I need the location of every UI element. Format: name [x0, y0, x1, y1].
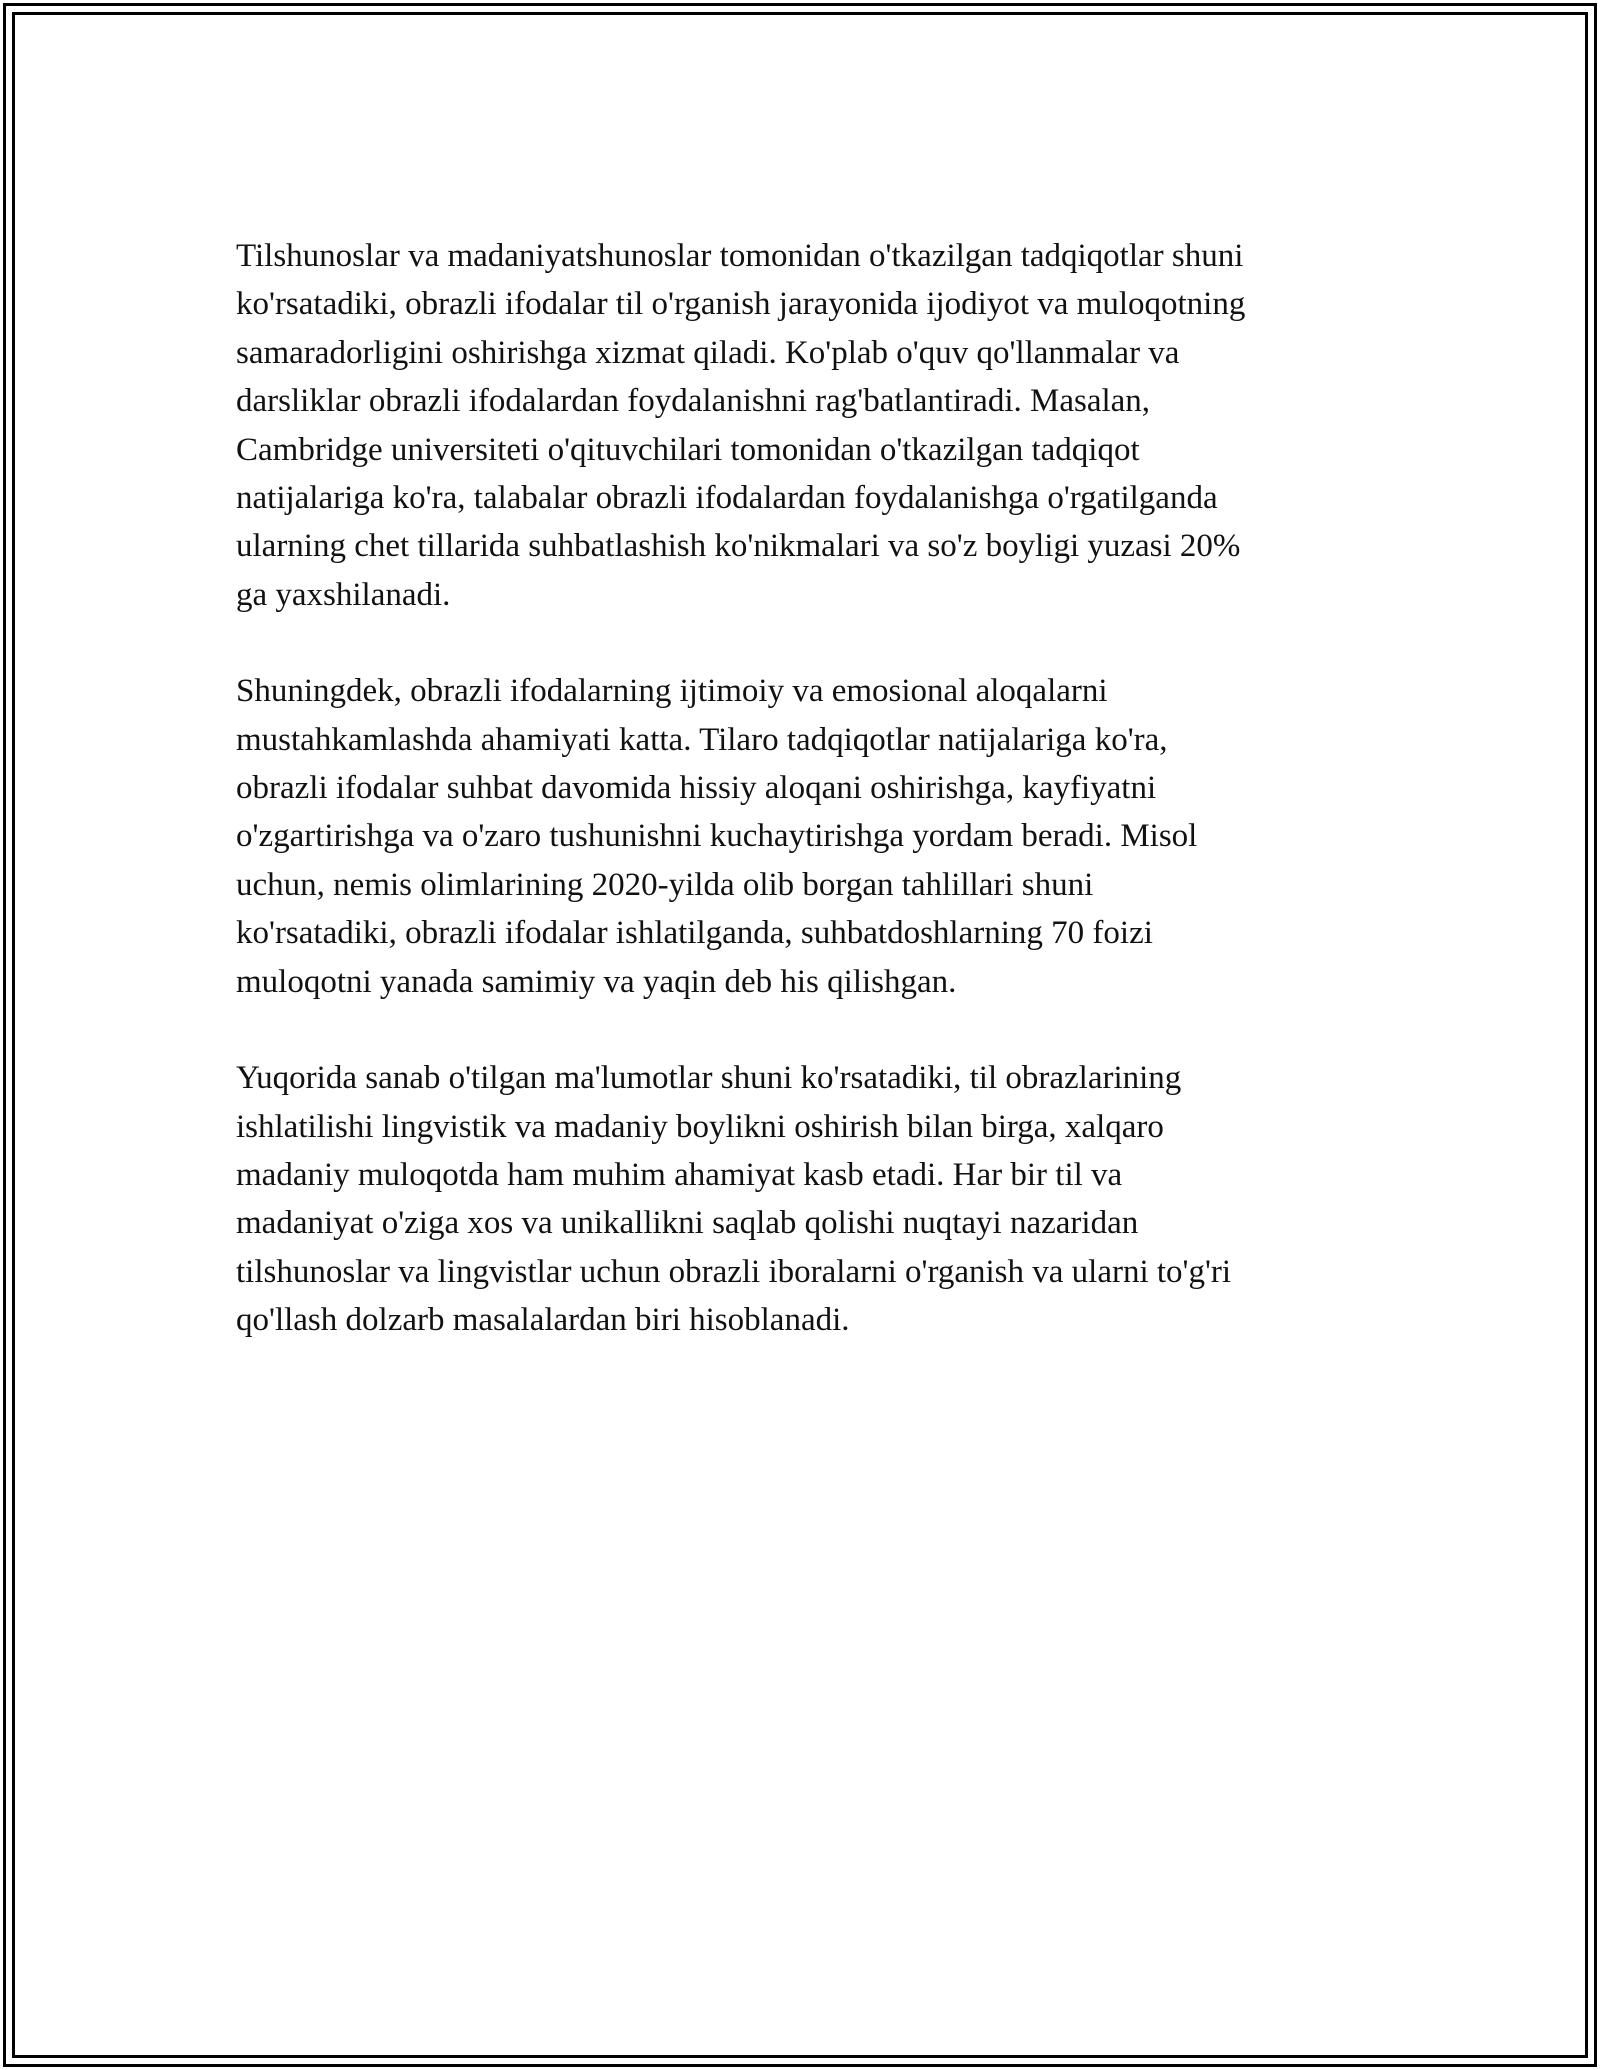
text-line: ko'rsatadiki, obrazli ifodalar til o'rganish jarayonida ijodiyot va muloqotning [236, 286, 1246, 323]
text-line: Yuqorida sanab o'tilgan ma'lumotlar shuni ko'rsatadiki, til obrazlarining [236, 1060, 1182, 1097]
text-line: samaradorligini oshirishga xizmat qiladi. Ko'plab o'quv qo'llanmalar va [236, 334, 1180, 371]
text-line: Tilshunoslar va madaniyatshunoslar tomonidan o'tkazilgan tadqiqotlar shuni [236, 238, 1244, 274]
text-line: Cambridge universiteti o'qituvchilari tomonidan o'tkazilgan tadqiqot [236, 431, 1140, 468]
text-line: obrazli ifodalar suhbat davomida hissiy aloqani oshirishga, kayfiyatni [236, 770, 1157, 807]
text-line: mustahkamlashda ahamiyati katta. Tilaro tadqiqotlar natijalariga ko'ra, [236, 721, 1168, 758]
text-line: ko'rsatadiki, obrazli ifodalar ishlatilganda, suhbatdoshlarning 70 foizi [236, 915, 1153, 952]
document-body [236, 232, 1364, 1393]
text-line: madaniyat o'ziga xos va unikallikni saqlab qolishi nuqtayi nazaridan [236, 1205, 1139, 1242]
text-line: muloqotni yanada samimiy va yaqin deb his qilishgan. [236, 963, 957, 1000]
text-line: Shuningdek, obrazli ifodalarning ijtimoiy va emosional aloqalarni [236, 673, 1108, 710]
text-line: ularning chet tillarida suhbatlashish ko'nikmalari va so'z boyligi yuzasi 20% [236, 528, 1241, 565]
paragraph-2 [236, 667, 1364, 1006]
text-line: darsliklar obrazli ifodalardan foydalanishni rag'batlantiradi. Masalan, [236, 383, 1151, 420]
paragraph-3 [236, 1054, 1364, 1344]
text-line: o'zgartirishga va o'zaro tushunishni kuchaytirishga yordam beradi. Misol [236, 818, 1198, 855]
text-line: qo'llash dolzarb masalalardan biri hisoblanadi. [236, 1302, 850, 1339]
text-line: tilshunoslar va lingvistlar uchun obrazli iboralarni o'rganish va ularni to'g'ri [236, 1253, 1232, 1290]
text-line: ishlatilishi lingvistik va madaniy boylikni oshirish bilan birga, xalqaro [236, 1108, 1164, 1145]
paragraph-1 [236, 232, 1364, 619]
text-line: natijalariga ko'ra, talabalar obrazli ifodalardan foydalanishga o'rgatilganda [236, 480, 1218, 517]
text-line: madaniy muloqotda ham muhim ahamiyat kasb etadi. Har bir til va [236, 1156, 1123, 1193]
text-line: uchun, nemis olimlarining 2020-yilda olib borgan tahlillari shuni [236, 866, 1094, 903]
text-line: ga yaxshilanadi. [236, 576, 451, 613]
